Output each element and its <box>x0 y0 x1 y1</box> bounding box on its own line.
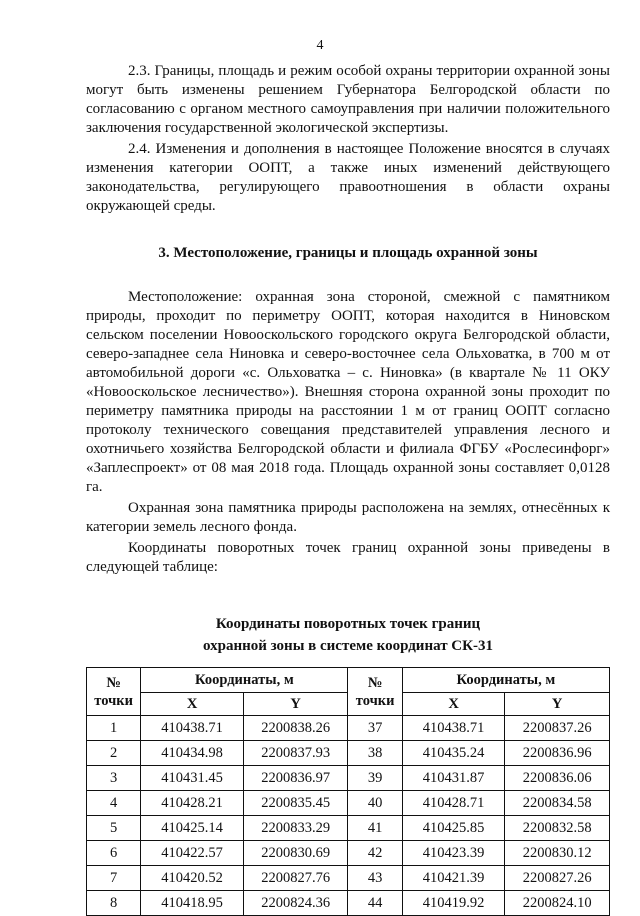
paragraph-land-category: Охранная зона памятника природы расположена на землях, отнесённых к категории земель лесного фонда. <box>86 500 610 535</box>
table-cell: 2200834.58 <box>505 791 610 816</box>
table-row <box>87 841 610 866</box>
table-cell: 410431.45 <box>141 766 244 791</box>
document-body <box>86 62 610 916</box>
table-cell: 410419.92 <box>402 891 505 916</box>
table-cell: 2200838.26 <box>243 716 348 741</box>
table-cell: 410438.71 <box>402 716 505 741</box>
table-cell: 2200830.69 <box>243 841 348 866</box>
paragraph-coordinates-intro: Координаты поворотных точек границ охранной зоны приведены в следующей таблице: <box>86 540 610 575</box>
table-cell: 6 <box>87 841 141 866</box>
table-cell: 41 <box>348 816 402 841</box>
table-title <box>86 613 610 657</box>
table-cell: 410422.57 <box>141 841 244 866</box>
table-cell: 410425.85 <box>402 816 505 841</box>
table-cell: 2200832.58 <box>505 816 610 841</box>
table-cell: 410418.95 <box>141 891 244 916</box>
table-row <box>87 766 610 791</box>
table-cell: 410425.14 <box>141 816 244 841</box>
table-cell: 37 <box>348 716 402 741</box>
table-cell: 2200835.45 <box>243 791 348 816</box>
table-cell: 2200824.10 <box>505 891 610 916</box>
table-cell: 39 <box>348 766 402 791</box>
table-title-line-2: охранной зоны в системе координат СК-31 <box>202 638 494 654</box>
table-cell: 2200837.93 <box>243 741 348 766</box>
table-cell: 410435.24 <box>402 741 505 766</box>
table-cell: 2200836.97 <box>243 766 348 791</box>
table-row <box>87 791 610 816</box>
header-x: X <box>141 693 244 716</box>
table-cell: 4 <box>87 791 141 816</box>
table-cell: 410420.52 <box>141 866 244 891</box>
table-cell: 2200827.76 <box>243 866 348 891</box>
page-number: 4 <box>316 38 324 53</box>
header-x: X <box>402 693 505 716</box>
table-cell: 2200833.29 <box>243 816 348 841</box>
table-cell: 2200830.12 <box>505 841 610 866</box>
table-cell: 2200837.26 <box>505 716 610 741</box>
table-cell: 2200836.96 <box>505 741 610 766</box>
table-cell: 410421.39 <box>402 866 505 891</box>
header-coordinates: Координаты, м <box>402 668 609 693</box>
table-row <box>87 741 610 766</box>
table-cell: 410428.71 <box>402 791 505 816</box>
table-cell: 38 <box>348 741 402 766</box>
coordinates-table <box>86 667 610 916</box>
table-cell: 7 <box>87 866 141 891</box>
table-cell: 410438.71 <box>141 716 244 741</box>
table-cell: 410431.87 <box>402 766 505 791</box>
table-cell: 1 <box>87 716 141 741</box>
paragraph-2-4: 2.4. Изменения и дополнения в настоящее Положение вносятся в случаях изменения категории ООПТ, а также иных изменений действующего законодательства, регулирующего правоотношения в области охраны окружающей среды. <box>86 141 610 214</box>
table-title-line-1: Координаты поворотных точек границ <box>215 616 481 632</box>
table-row <box>87 716 610 741</box>
header-point-number: № точки <box>87 668 141 716</box>
table-cell: 2 <box>87 741 141 766</box>
table-cell: 3 <box>87 766 141 791</box>
table-cell: 43 <box>348 866 402 891</box>
table-cell: 410428.21 <box>141 791 244 816</box>
table-cell: 8 <box>87 891 141 916</box>
header-point-number: № точки <box>348 668 402 716</box>
paragraph-location: Местоположение: охранная зона стороной, смежной с памятником природы, проходит по периметру ООПТ, которая находится в Ниновском сельском поселении Новооскольского городского округа Белгородской области, северо-западнее села Ниновка и северо-восточнее села Ольховатка, в 700 м от автомобильной дороги «с. Ольховатка – с. Ниновка» (в квартале № 11 ОКУ «Новооскольское лесничество»). Внешняя сторона охранной зоны проходит по периметру памятника природы на расстоянии 1 м от границ ООПТ согласно протоколу технического совещания представителей управления лесного и охотничьего хозяйства Белгородской области и филиала ФГБУ «Рослесинфорг» «Заплеспроект» от 08 мая 2018 года. Площадь охранной зоны составляет 0,0128 га. <box>86 289 610 495</box>
table-cell: 5 <box>87 816 141 841</box>
table-body <box>87 716 610 916</box>
table-row <box>87 816 610 841</box>
header-y: Y <box>243 693 348 716</box>
table-cell: 410434.98 <box>141 741 244 766</box>
table-cell: 40 <box>348 791 402 816</box>
header-y: Y <box>505 693 610 716</box>
table-cell: 410423.39 <box>402 841 505 866</box>
table-cell: 42 <box>348 841 402 866</box>
paragraph-2-3: 2.3. Границы, площадь и режим особой охраны территории охранной зоны могут быть изменены решением Губернатора Белгородской области по согласованию с органом местного самоуправления при наличии положительного заключения государственной экологической экспертизы. <box>86 63 610 136</box>
section-heading: 3. Местоположение, границы и площадь охранной зоны <box>158 245 538 261</box>
table-row <box>87 891 610 916</box>
table-row <box>87 866 610 891</box>
table-cell: 2200836.06 <box>505 766 610 791</box>
header-coordinates: Координаты, м <box>141 668 348 693</box>
table-cell: 2200827.26 <box>505 866 610 891</box>
table-cell: 2200824.36 <box>243 891 348 916</box>
table-cell: 44 <box>348 891 402 916</box>
